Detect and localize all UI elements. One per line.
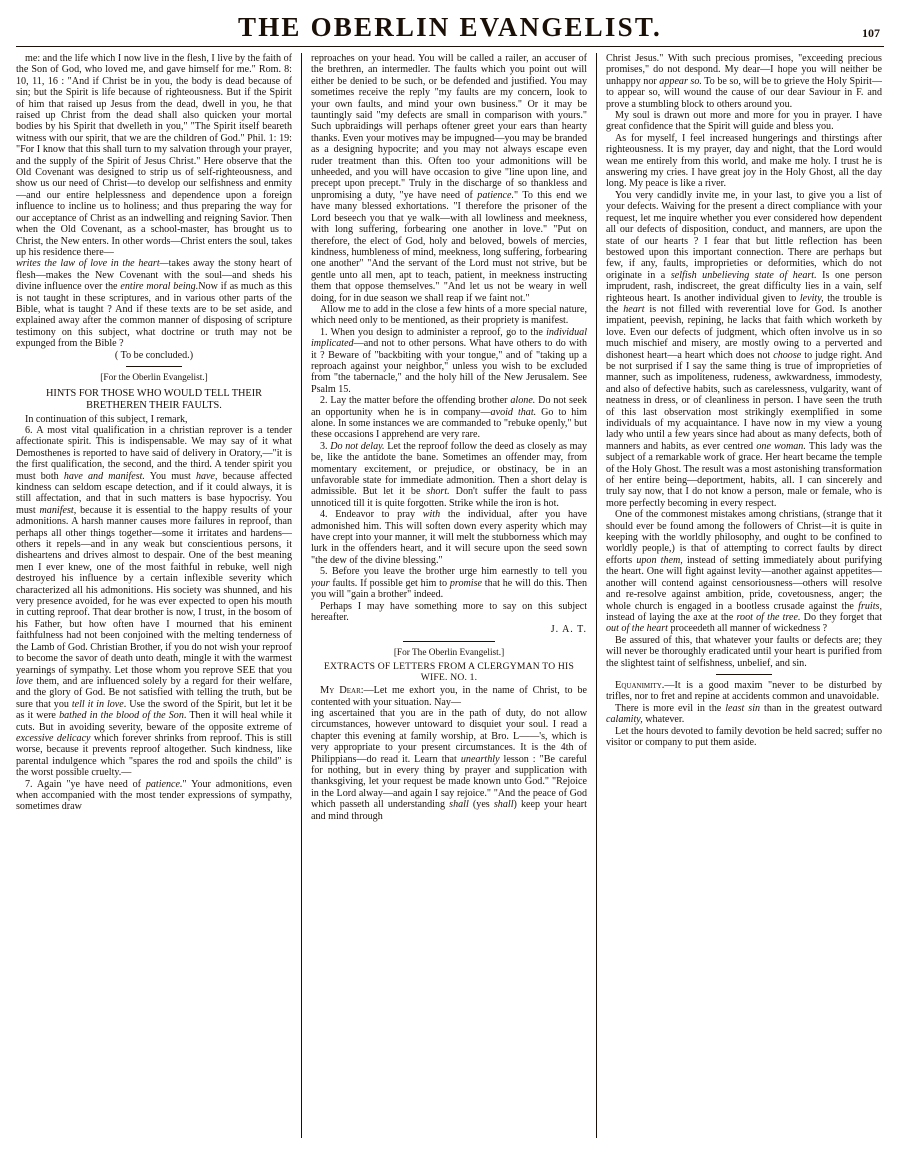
item-number: 4. (320, 509, 328, 521)
emphasis-avoid-that: avoid that. (490, 406, 537, 418)
emphasis-calamity: calamity, (606, 714, 643, 726)
item-text-rest5: them, and are influenced solely by a regard for their welfare, and the glory of God. Be not satisfied with telling the truth, but be sure that you (16, 675, 292, 710)
italic-entire-moral-being: entire moral being. (120, 281, 199, 293)
emphasis-with: with (422, 509, 441, 521)
emphasis-individual-implicated: individual implicated (311, 326, 587, 350)
paragraph-f: to judge right. And be not surprised if I say the same thing is true of improprieties of manner, such as impoliteness, rudeness, awkwardness, immodesty, and also of defective habits, such as carelessness, vulgarity, want of neatness in dress, or of cleanliness in person. I have seen the truth of this last observation most strikingly exemplified in some individuals of my acquaintance. I have now in my view a young lady who until a few years since had about as many defects, both of manners and habits, as ever centred (606, 349, 882, 452)
closing-paragraph: Perhaps I may have something more to say on this subject hereafter. (311, 600, 587, 623)
item-number: 5. (320, 566, 328, 578)
item-text: Before you leave the brother urge him earnestly to tell you (331, 566, 587, 578)
letter-body-c: (yes (468, 799, 494, 811)
paragraph: me: and the life which I now live in the flesh, I live by the faith of the Son of God, who loved me, and gave himself for me." Rom. 8: 10, 11, 16 : "And if Christ be in you, the body is dead because of sin; but the Spirit is life because of righteousness. But if the Spirit of him that raised up Jesus from the dead, dwell in you, he that raised up Christ from the dead shall also quicken your mortal bodies by his Spirit that dwelleth in you," "The Spirit itself beareth witness with our spirit, that we are the children of God." Phil. 1: 19: "For I know that this shall turn to my salvation through your prayer, and the supply of the Spirit of Jesus Christ." Here observe that the Old Covenant was designed to strip us of self-righteousness, and show us our need of Christ—to develop our selfishness and enmity—and our entire helplessness and dependence upon a foreign influence to incline us to holiness; and thus preparing the way for our acceptance of Christ as an indwelling and reigning Savior. Then when the Old Covenant, as a school-master, has brought us to Christ, the New enters. In other words—Christ enters the soul, takes up his residence there— (16, 53, 292, 258)
emphasis-patience-word: patience. (477, 189, 515, 201)
emphasis-have: have (195, 470, 215, 482)
item-text: Again "ye have need of (36, 778, 146, 790)
extract-title: EXTRACTS OF LETTERS FROM A CLERGYMAN TO HIS (324, 661, 574, 673)
item-text-rest6: . Use the sword of the Spirit, but let it be as it were (16, 698, 292, 722)
paragraph-a: One of the commonest mistakes among christians, (strange that it should ever be found among the followers of Christ—it is quite in keeping with the worldly philosophy, and ought to be confined to worldly people,) is that of attempting to correct faults by direct efforts (606, 509, 882, 566)
column-separator (596, 53, 597, 1138)
equanimity-text: —It is a good maxim "never to be disturbed by trifles, nor to fret and repine at accidents common and unavoidable. (606, 679, 882, 703)
emphasis-root: root of the tree. (736, 611, 801, 623)
emphasis-upon-them: upon them, (636, 554, 683, 566)
column-middle (311, 53, 587, 1138)
paragraph-a: There is more evil in the (615, 702, 726, 714)
item-text-rest: —and not to other persons. What have others to do with it ? Beware of "backbiting with your tongue," and of "taking up a reproach against your neighbor," unless you wish to be excluded from "the tabernacle," and the holy hill of the New Jerusalem. See Psalm 15. (311, 338, 587, 395)
column-separator (301, 53, 302, 1138)
letter-body-d: ) keep your heart and mind through (311, 799, 587, 822)
column-left (16, 53, 292, 1138)
emphasis-love: love (16, 675, 33, 687)
author-signature: J. A. T. (550, 624, 587, 636)
paragraph (606, 509, 882, 634)
paragraph-b: than in the greatest outward (760, 702, 882, 714)
paragraph-d: the trouble is the (606, 292, 882, 315)
emphasis-heart: heart (623, 303, 645, 315)
emphasis-alone: alone. (510, 395, 536, 407)
paragraph: As for myself, I feel increased hungerings and thirstings after righteousness. It is my prayer, day and night, that the Lord would wean me entirely from this world, and make me holy. I trust he is answering my cries. I have great joy in the Holy Ghost, all the day long. My peace is like a river. (606, 132, 882, 190)
emphasis-one-woman: one woman. (756, 440, 806, 452)
item-number: 2. (320, 395, 328, 407)
letter-opening (311, 685, 587, 708)
paragraph-c: instead of laying the axe at the (606, 611, 737, 623)
paragraph-g: This lady was the subject of a remarkable work of grace. Her heart became the temple of the Holy Ghost. The result was a most astonishing transformation of her entire being—deportment, habits, all. I can sincerely and truly say now, that I do not know a person, male or female, who is more perfectly becoming in every respect. (606, 440, 882, 509)
item-text-rest: Do not seek an opportunity when he is in company— (311, 395, 587, 418)
section-divider (126, 366, 182, 367)
paragraph: Be assured of this, that whatever your faults or defects are; they will never be thoroughly eradicated until your heart is purified from the slightest taint of selfishness, unbelief, and sin. (606, 634, 882, 669)
item-number: 1. (320, 326, 328, 338)
emphasis-fruits: fruits, (858, 600, 882, 612)
item-text-rest: You must (144, 470, 196, 482)
list-item (16, 425, 292, 779)
item-text: Endeavor to pray (335, 509, 423, 521)
item-number: 7. (25, 778, 33, 790)
paragraph: My soul is drawn out more and more for you in prayer. I have great confidence that the Spirit will guide and bless you. (606, 110, 882, 133)
paragraph-a: Christ Jesus." With such precious promises, "exceeding precious promises," do not despond. My dear—I hope you will neither be unhappy nor (606, 53, 882, 87)
item-number: 3. (320, 440, 328, 452)
to-be-concluded: ( To be concluded.) (114, 349, 194, 361)
item-text-rest: Don't suffer the fault to pass unnoticed till it is quite forgotten. Strike while the iron is hot. (311, 486, 587, 509)
item-text: Lay the matter before the offending brother (330, 395, 511, 407)
emphasis-appear-so: appear so. (659, 75, 702, 87)
paragraph (606, 53, 882, 110)
paragraph (606, 190, 882, 509)
paragraph (606, 703, 882, 726)
paragraph-b: instead of setting immediately about purifying the heart. One will fight against levity—another against appetites—another will contend against censoriousness—others will resolve and re-resolve against ambition, pride, covetousness, anger; the whole church is engaged in a bootless crusade against the (606, 554, 882, 612)
list-item (311, 441, 587, 509)
paragraph-text-tail: " To this end we have many blessed exhortations. "I therefore the prisoner of the Lord beseech you that ye walk—with all lowliness and meekness, with long suffering, forbearing one another in love." "Put on therefore, the elect of God, holy and beloved, bowels of mercies, kindness, humbleness of mind, meekness, long suffering, forbearing one another" "And the servant of the Lord must not strive, but be gentle unto all men, apt to teach, patient, in meekness instructing them that oppose themselves." "And let us not be weary in well doing, for in due season we shall reap if we faint not." (311, 189, 587, 304)
emphasis-selfish-unbelieving: selfish unbelieving state (670, 269, 774, 281)
emphasis-unearthly: unearthly (460, 753, 500, 765)
emphasis-manifest: manifest (39, 504, 74, 516)
item-text-rest2: that he will do this. Then you will "gain a brother" indeed. (311, 577, 587, 601)
list-item (311, 509, 587, 566)
letter-body-b: lesson : "Be careful for nothing, but in every thing by prayer and supplication with thanksgiving, let your request be made known unto God." "Rejoice in the Lord alway—and again I say rejoice." "And the peace of God which passeth all understanding (311, 753, 587, 811)
emphasis-tell-it-in-love: tell it in love (71, 698, 124, 710)
list-item (16, 779, 292, 813)
item-text-rest7: . Then it will heal while it cuts. But in avoiding severity, beware of the opposite extreme of (16, 710, 292, 733)
emphasis-out-of-heart: out of the heart (606, 623, 668, 635)
equanimity-label: Equanimity. (615, 679, 665, 691)
letter-body-a: ing ascertained that you are in the path of duty, do not allow circumstances, however untoward to disquiet your soul. I read a chapter this evening at family worship, at Bro. L——'s, which is very appropriate to your present circumstances. It is the 4th of Philippians—do read it. Learn that (311, 707, 587, 765)
publication-title: THE OBERLIN EVANGELIST. (238, 12, 662, 42)
emphasis-your: your (311, 577, 330, 589)
item-text-rest: the individual, after you have admonished him. This will soften down every asperity which may have crept into your manner, it will melt the stubborness which may lurk in the offenders heart, and it will secure upon the seed sown "the dew of the divine blessing." (311, 509, 587, 566)
item-text-rest: " Your admonitions, even when accompanied with the most tender expressions of sympathy, sometimes draw (16, 778, 292, 813)
masthead-rule (16, 46, 884, 47)
paragraph (311, 53, 587, 304)
item-text: Let the reproof follow the deed as closely as may be, like the antidote the bane. Sometimes an offender may, from momentary excitement, or prejudice, or obstinacy, be in an unfavorable state for immediate admonition. Then a short delay is admissible. But let it be (311, 440, 587, 498)
paragraph-a: You very candidly invite me, in your last, to give you a list of your defects. Waiving for the present a direct compliance with your request, let me inquire whether you ever considered how dependent all our defects of disposition, conduct, and manners, are upon the state of our hearts ? I fear that but little reflection has been bestowed upon this important connection. There are perhaps but few, if any, faults, improprieties or deformities, which do not originate in a (606, 189, 882, 281)
item-text: A most vital qualification in a christian reprover is a tender affectionate spirit. This is indispensable. We may say of it what Demosthenes is reported to have said of delivery in Oratory,—"it is the first qualification, the second, and the third. A tender spirit you must both (16, 424, 292, 482)
section-divider (716, 674, 772, 675)
item-text-rest: faults. If possible get him to (329, 577, 450, 589)
letter-opening-text: :—Let me exhort you, in the name of Christ, to be contented with your situation. Nay— (311, 685, 587, 708)
list-item (311, 395, 587, 441)
item-text-rest8: which forever shrinks from reproof. This is still worse, because it prevents reproof altogether. Such kindness, like parental indulgence which "spares the rod and spoils the child" is the worst possible cruelty.— (16, 732, 292, 779)
emphasis-shall-2: shall (493, 799, 514, 811)
item-text-rest3: , because it is essential to the happy results of your admonitions. A harsh manner causes more failures in reproof, than perhaps all other things together—some it irritates and hardens—others it repels—and in any weak but conscientious persons, it disheartens and drives almost to despair. One of the best meaning men I ever knew, one of the most faithful in rebuke, well nigh destroyed his influence by a certain inflexible severity which characterized all his admonitions. His society was shunned, and his very presence avoided, for he was ever expected to open his mouth in cutting reproof. That dear brother is now, I trust, in the bosom of his Father, but how often have I mourned that his eminent faithfulness had not been conjoined with the melting tenderness of the Lamb of God. Christian Brother, if you do not wish your reproof to become the savor of death unto death, mingle it with the warmest yearnings of sympathy. Let those whom you reprove (16, 504, 292, 676)
item-text: When you design to administer a reproof, go to the (330, 326, 547, 338)
emphasis-promise: promise (449, 577, 482, 589)
item-number: 6. (25, 424, 33, 436)
list-item (311, 327, 587, 395)
extract-subtitle: WIFE. NO. 1. (420, 672, 478, 684)
paragraph-c: whatever. (642, 714, 685, 726)
emphasis-have-manifest: have and manifest. (63, 470, 145, 482)
paragraph-d: Do they forget that (800, 611, 882, 623)
emphasis-least-sin: least sin (725, 702, 761, 714)
paragraph-b: To be so, will be to grieve the Holy Spirit—to appear so, will wound the cause of our dear Saviour in F. and prove a stumbling block to others around you. (606, 75, 882, 110)
item-text-rest4: that you (255, 664, 292, 676)
equanimity-item (606, 680, 882, 703)
emphasis-bathed-blood: bathed in the blood of the Son (59, 710, 184, 722)
emphasis-see: SEE (236, 664, 256, 676)
source-credit: [For The Oberlin Evangelist.] (393, 647, 505, 658)
continuation-line: In continuation of this subject, I remark, (25, 413, 188, 425)
paragraph (16, 258, 292, 349)
article-title-line1: HINTS FOR THOSE WHO WOULD TELL THEIR (45, 388, 263, 400)
paragraph-e: proceedeth all manner of wickedness ? (667, 623, 828, 635)
item-text-rest2: , because affected kindness can seldom escape detection, and if it could always, it is still affectation, and that in such matters is base hypocrisy. You must (16, 470, 292, 516)
masthead (16, 14, 884, 43)
emphasis-short: short. (426, 486, 450, 498)
paragraph-continued: takes away the stony heart of flesh—makes the New Covenant with the soul—and sheds his divine influence over the (16, 258, 292, 293)
section-divider (403, 641, 495, 642)
paragraph-e: is not filled with reverential love for God. Is another impatient, peevish, repining, he lacks that faith which worketh by love. Even our defects of judgment, which often involve us in so much mischief and misery, are mostly owing to a perverted and dishonest heart—a heart which does not (606, 303, 882, 361)
page-number: 107 (862, 26, 880, 40)
source-credit: [For the Oberlin Evangelist.] (100, 372, 208, 383)
column-container (16, 53, 884, 1138)
item-text-rest2: Go to him alone. In some instances we are commanded to "rebuke openly," but these occasions I apprehend are very rare. (311, 406, 587, 441)
article-title-line2: BRETHEREN THEIR FAULTS. (86, 399, 222, 411)
emphasis-patience: patience. (145, 778, 183, 790)
paragraph-c: Is one person imprudent, rash, indiscreet, the great difficulty lies in a vain, self righteous heart. Is another individual given to (606, 269, 882, 304)
emphasis-shall-1: shall (449, 799, 469, 811)
letter-salutation: My Dear (320, 685, 361, 697)
italic-law-of-love: writes the law of love in the heart— (16, 258, 169, 270)
emphasis-choose: choose (773, 349, 802, 361)
list-item (311, 566, 587, 600)
paragraph-continued-2: Now if as much as this is not taught in these scriptures, and in various other parts of the Bible, what is taught ? And if these texts are to be set aside, and explained away after the common manner of disposing of scripture testimony on this subject, what doctrine or truth may not be expunged from the Bible ? (16, 281, 292, 350)
emphasis-excessive-delicacy: excessive delicacy (16, 732, 91, 744)
letter-body (311, 708, 587, 822)
emphasis-levity: levity, (799, 292, 824, 304)
paragraph: Allow me to add in the close a few hints of a more special nature, which need only to be mentioned, as their propriety is manifest. (311, 303, 587, 327)
emphasis-do-not-delay: Do not delay. (330, 440, 385, 452)
column-right (606, 53, 882, 1138)
paragraph: Let the hours devoted to family devotion be held sacred; suffer no visitor or company to put them aside. (606, 725, 882, 748)
emphasis-of-heart: of heart. (779, 269, 817, 281)
paragraph-text: reproaches on your head. You will be called a railer, an accuser of the brethren, an intermedler. The faults which you point out will either be denied to be such, or be defended and justified. You may sometimes receive the reply "my faults are my concern, look to your own faults, and mind your own business." Or it may be tauntingly said "my defects are small in comparison with yours." Such upbraidings will perhaps oftener greet your ears than hearty thanks. Even your motives may be impugned—you may be branded as a designing hypocrite; and you may not always escape even ruder treatment than this. Often too your admonitions will be unheeded, and you will have occasion to give "line upon line, and precept upon precept." Truly in the discharge of so thankless and unpromising a duty, "ye have need of (311, 53, 587, 201)
